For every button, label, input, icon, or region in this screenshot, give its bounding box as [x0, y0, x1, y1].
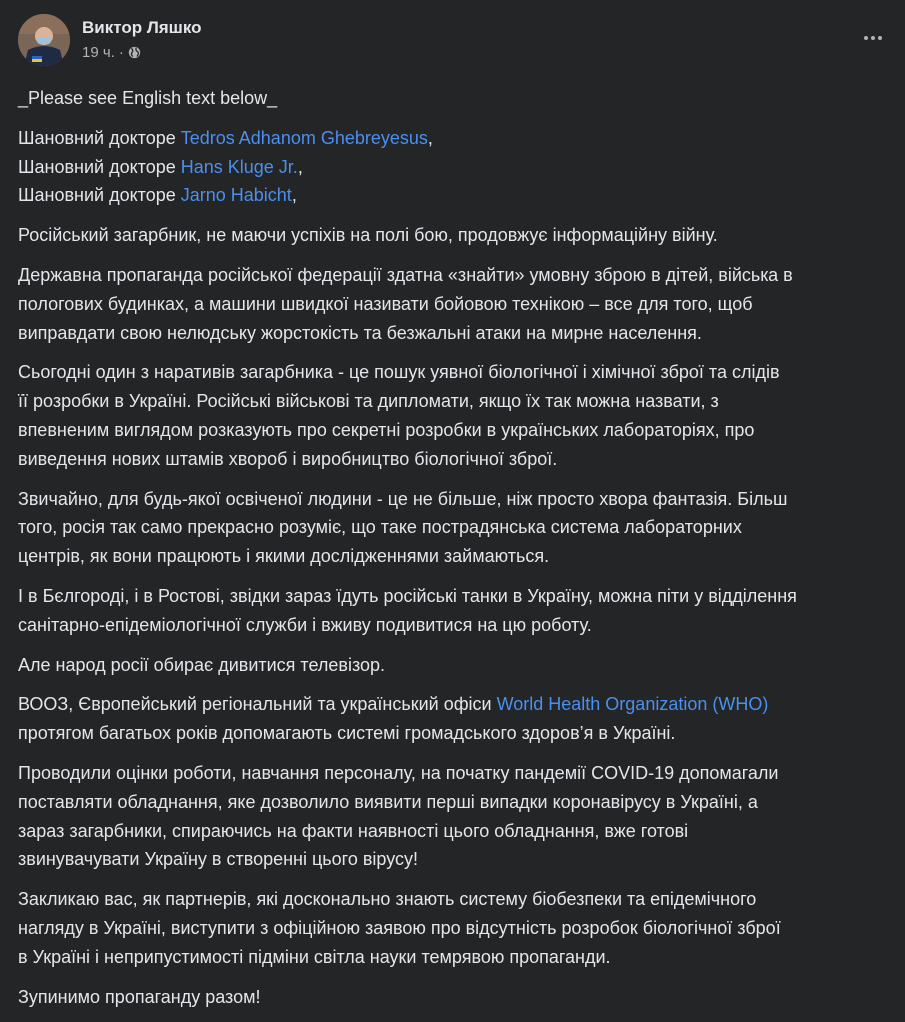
post-paragraph [18, 690, 903, 748]
post-meta [82, 44, 141, 61]
post-text-segment: Звичайно, для будь-якої освіченої людини - це не більше, ніж просто хвора фантазія. Більш [18, 488, 788, 509]
post-text-segment: Російський загарбник, не маючи успіхів на полі бою, продовжує інформаційну війну. [18, 225, 718, 246]
mention-link[interactable]: Jarno Habicht [180, 185, 292, 206]
post-text-segment: пологових будинках, а машини швидкої називати бойовою технікою – все для того, щоб [18, 293, 753, 314]
author-avatar[interactable] [18, 14, 70, 66]
post-paragraph [18, 885, 903, 971]
post-text-segment: Шановний докторе [18, 185, 181, 206]
post-text-segment: , [427, 127, 433, 148]
post-text-segment: ВООЗ, Європейський регіональний та український офіси [18, 694, 497, 715]
post-paragraph [18, 651, 903, 680]
post-text-segment: зараз загарбники, спираючись на факти наявності цього обладнання, вже готові [18, 820, 689, 841]
post-text-segment: її розробки в Україні. Російські військові та дипломати, якщо їх так можна назвати, з [18, 391, 719, 412]
post-text-segment: Закликаю вас, як партнерів, які досконально знають систему біобезпеки та епідемічного [18, 889, 757, 910]
post-menu-button[interactable] [855, 24, 891, 52]
post-paragraph [18, 221, 903, 250]
post-text-segment: того, росія так само прекрасно розуміє, що таке пострадянська система лабораторних [18, 517, 742, 538]
post-text-segment: виправдати свою нелюдську жорстокість та безжальні атаки на мирне населення. [18, 322, 702, 343]
post-text-segment: Сьогодні один з наративів загарбника - це пошук уявної біологічної і хімічної зброї та слідів [18, 362, 780, 383]
post-text-segment: , [297, 156, 303, 177]
post-text-segment: звинувачувати Україну в створенні цього вірусу! [18, 849, 419, 870]
post-paragraph [18, 84, 903, 113]
post-text-segment: впевненим виглядом розказують про секретні розробки в українських лабораторіях, про [18, 419, 755, 440]
post-text-segment: санітарно-епідеміологічної служби і вживу подивитися на цю роботу. [18, 614, 592, 635]
post-text-segment: в Україні і неприпустимості підміни світла науки темрявою пропаганди. [18, 946, 611, 967]
post-text-segment: _Please see English text below_ [18, 88, 278, 108]
post-text-segment: Проводили оцінки роботи, навчання персоналу, на початку пандемії COVID-19 допомагали [18, 762, 779, 783]
post-text-segment: Але народ росії обирає дивитися телевізор. [18, 654, 386, 675]
globe-icon[interactable] [128, 46, 141, 59]
mention-link[interactable]: World Health Organization (WHO) [496, 694, 769, 715]
post-text-segment: І в Бєлгороді, і в Ростові, звідки зараз їдуть російські танки в Україну, можна піти у відділення [18, 585, 797, 606]
post-paragraph [18, 582, 903, 640]
more-horizontal-icon [864, 36, 882, 40]
post-text-segment: нагляду в Україні, виступити з офіційною заявою про відсутність розробок біологічної зброї [18, 917, 781, 938]
post-paragraph [18, 124, 903, 210]
post-text-segment: виведення нових штамів хвороб і виробництво біологічної зброї. [18, 448, 558, 469]
post-paragraph [18, 983, 903, 1012]
post-text [18, 84, 903, 1022]
avatar-photo [18, 14, 70, 66]
author-name[interactable]: Виктор Ляшко [82, 18, 202, 37]
post-paragraph [18, 358, 903, 473]
post-text-segment: поставляти обладнання, яке дозволило виявити перші випадки коронавірусу в Україні, а [18, 791, 758, 812]
post-paragraph [18, 485, 903, 571]
post-paragraph [18, 759, 903, 874]
post-text-segment: протягом багатьох років допомагають системі громадського здоров’я в Україні. [18, 723, 676, 744]
post-text-segment: центрів, як вони працюють і якими дослідженнями займаються. [18, 546, 550, 567]
mention-link[interactable]: Tedros Adhanom Ghebreyesus [180, 127, 428, 148]
post-time[interactable]: 19 ч. [82, 44, 115, 61]
mention-link[interactable]: Hans Kluge Jr. [180, 156, 298, 177]
post-text-segment: Зупинимо пропаганду разом! [18, 986, 261, 1007]
meta-separator: · [118, 44, 124, 61]
post-text-segment: Державна пропаганда російської федерації здатна «знайти» умовну зброю в дітей, військa в [18, 264, 793, 285]
post-text-segment: Шановний докторе [18, 156, 181, 177]
post-text-segment: Шановний докторе [18, 127, 181, 148]
post-text-segment: , [291, 185, 297, 206]
post-paragraph [18, 261, 903, 347]
